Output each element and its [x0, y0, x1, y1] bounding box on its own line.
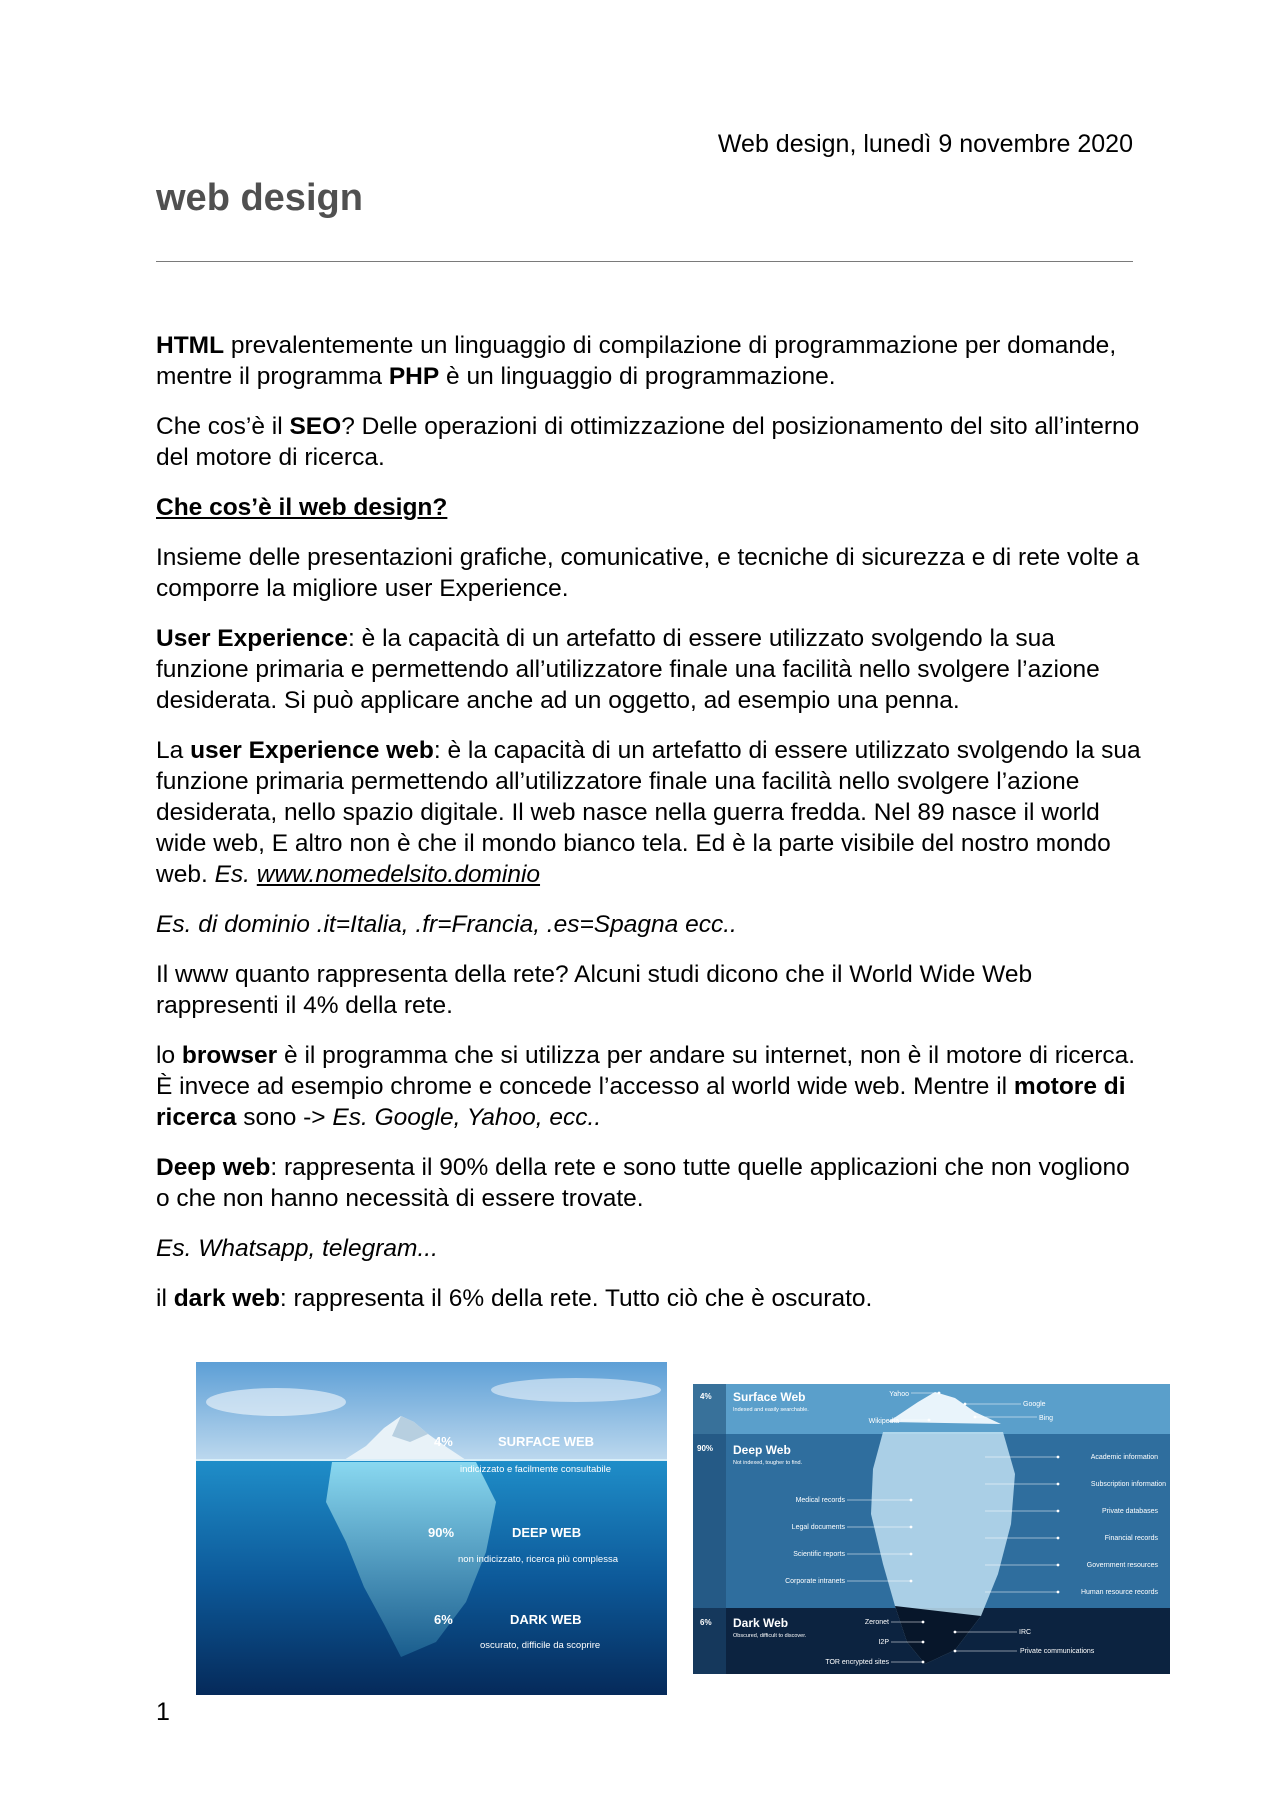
- term-deep-web: Deep web: [156, 1154, 271, 1181]
- leader-dot: [964, 1403, 967, 1406]
- surface-description: indicizzato e facilmente consultabile: [460, 1464, 612, 1475]
- label-bing: Bing: [1039, 1415, 1054, 1422]
- header-divider: [156, 261, 1133, 262]
- label-deep-right-2: Private databases: [1101, 1508, 1158, 1515]
- term-dark-web: dark web: [173, 1285, 280, 1312]
- leader-dot: [910, 1580, 913, 1583]
- label-dark-right-1: Private communications: [1020, 1648, 1095, 1655]
- percent-column: [693, 1384, 726, 1674]
- term-search-engine: motore di ricerca: [156, 1073, 1126, 1131]
- label-dark-left-1: I2P: [878, 1639, 889, 1646]
- label-deep-right-1: Subscription information: [1090, 1481, 1166, 1488]
- dark-subtitle: Obscured, difficult to discover.: [733, 1633, 807, 1639]
- leader-dot: [1057, 1483, 1060, 1486]
- label-deep-right-3: Financial records: [1104, 1535, 1158, 1542]
- example-link[interactable]: www.nomedelsito.dominio: [256, 861, 541, 888]
- label-dark-right-0: IRC: [1019, 1629, 1032, 1636]
- label-deep-right-4: Government resources: [1086, 1562, 1158, 1569]
- cloud: [491, 1378, 661, 1402]
- section-heading: Che cos’è il web design?: [156, 494, 448, 521]
- cloud: [206, 1388, 346, 1416]
- dark-percentage: 6%: [700, 1618, 712, 1627]
- leader-dot: [1057, 1510, 1060, 1513]
- term-user-experience-web: user Experience web: [190, 737, 434, 764]
- leader-dot: [910, 1499, 913, 1502]
- leader-dot: [1057, 1456, 1060, 1459]
- leader-dot: [1057, 1564, 1060, 1567]
- paragraph-browser: lo browser è il programma che si utilizza per andare su internet, non è il motore di ricerca. È invece ad esempio chrome e concede l’accesso al world wide web. Mentre il motore di ricerca sono -> Es. Google, Yahoo, ecc..: [156, 1042, 1136, 1131]
- leader-dot: [922, 1641, 925, 1644]
- surface-percentage: 4%: [700, 1392, 712, 1401]
- page-number: 1: [156, 1698, 170, 1726]
- leader-dot: [928, 1419, 931, 1422]
- paragraph-deep-examples: Es. Whatsapp, telegram...: [156, 1235, 438, 1262]
- deep-label: DEEP WEB: [512, 1525, 582, 1540]
- paragraph-dark-web: il dark web: rappresenta il 6% della rete. Tutto ciò che è oscurato.: [156, 1285, 873, 1312]
- leader-dot: [910, 1526, 913, 1529]
- label-dark-left-2: TOR encrypted sites: [825, 1659, 889, 1666]
- paragraph-www: Il www quanto rappresenta della rete? Alcuni studi dicono che il World Wide Web rappresenti il 4% della rete.: [156, 961, 1033, 1019]
- paragraph-html-php: HTML prevalentemente un linguaggio di compilazione di programmazione per domande, mentre il programma PHP è un linguaggio di programmazione.: [156, 332, 1117, 390]
- deep-subtitle: Not indexed, tougher to find.: [733, 1460, 803, 1466]
- deep-percentage: 90%: [697, 1444, 714, 1453]
- paragraph-deep-web: Deep web: rappresenta il 90% della rete e sono tutte quelle applicazioni che non vogliono o che non hanno necessità di essere trovate.: [156, 1154, 1130, 1212]
- label-deep-left-0: Medical records: [795, 1497, 845, 1504]
- leader-dot: [910, 1553, 913, 1556]
- label-deep-left-3: Corporate intranets: [785, 1578, 845, 1585]
- label-deep-right-5: Human resource records: [1080, 1589, 1158, 1596]
- leader-dot: [938, 1392, 941, 1395]
- deep-percentage: 90%: [428, 1525, 455, 1540]
- leader-dot: [1057, 1591, 1060, 1594]
- label-deep-right-0: Academic information: [1090, 1454, 1158, 1461]
- term-html: HTML: [156, 332, 225, 359]
- leader-dot: [954, 1631, 957, 1634]
- iceberg-figure-left: [196, 1362, 667, 1695]
- leader-dot: [1057, 1537, 1060, 1540]
- term-seo: SEO: [289, 413, 342, 440]
- term-user-experience: User Experience: [156, 625, 349, 652]
- paragraph-user-experience: User Experience: è la capacità di un artefatto di essere utilizzato svolgendo la sua funzione primaria e permettendo all’utilizzatore finale una facilità nello svolgere l’azione desiderata. Si può applicare anche ad un oggetto, ad esempio una penna.: [156, 625, 1100, 714]
- term-php: PHP: [388, 363, 440, 390]
- paragraph-user-experience-web: La user Experience web: è la capacità di un artefatto di essere utilizzato svolgendo la sua funzione primaria permettendo all’utilizzatore finale una facilità nello svolgere l’azione desiderata, nello spazio digitale. Il web nasce nella guerra fredda. Nel 89 nasce il world wide web, E altro non è che il mondo bianco tela. Ed è la parte visibile del nostro mondo web. Es. www.nomedelsito.dominio: [156, 737, 1141, 888]
- label-yahoo: Yahoo: [889, 1391, 909, 1398]
- header-date: Web design, lunedì 9 novembre 2020: [717, 130, 1133, 158]
- dark-percentage: 6%: [434, 1612, 453, 1627]
- body-text: [156, 330, 1146, 1333]
- iceberg-figure-right: [693, 1384, 1170, 1674]
- surface-subtitle: Indexed and easily searchable.: [733, 1407, 809, 1413]
- deep-description: non indicizzato, ricerca più complessa: [458, 1554, 618, 1565]
- term-browser: browser: [181, 1042, 278, 1069]
- dark-title: Dark Web: [733, 1616, 789, 1630]
- label-deep-left-1: Legal documents: [791, 1524, 845, 1531]
- leader-dot: [974, 1416, 977, 1419]
- deep-title: Deep Web: [733, 1443, 791, 1457]
- leader-dot: [922, 1661, 925, 1664]
- label-dark-left-0: Zeronet: [864, 1619, 889, 1626]
- label-wikipedia: Wikipedia: [868, 1418, 899, 1425]
- paragraph-domain-examples: Es. di dominio .it=Italia, .fr=Francia, .es=Spagna ecc..: [156, 911, 737, 938]
- leader-dot: [922, 1621, 925, 1624]
- surface-label: SURFACE WEB: [498, 1434, 595, 1449]
- leader-dot: [954, 1650, 957, 1653]
- surface-percentage: 4%: [434, 1434, 453, 1449]
- dark-label: DARK WEB: [510, 1612, 582, 1627]
- surface-title: Surface Web: [733, 1390, 806, 1404]
- label-deep-left-2: Scientific reports: [793, 1551, 845, 1558]
- dark-description: oscurato, difficile da scoprire: [480, 1640, 601, 1651]
- label-google: Google: [1023, 1401, 1046, 1408]
- document-title: web design: [156, 177, 363, 219]
- paragraph-definition: Insieme delle presentazioni grafiche, comunicative, e tecniche di sicurezza e di rete volte a comporre la migliore user Experience.: [156, 544, 1140, 602]
- paragraph-seo: Che cos’è il SEO? Delle operazioni di ottimizzazione del posizionamento del sito all’interno del motore di ricerca.: [156, 413, 1140, 471]
